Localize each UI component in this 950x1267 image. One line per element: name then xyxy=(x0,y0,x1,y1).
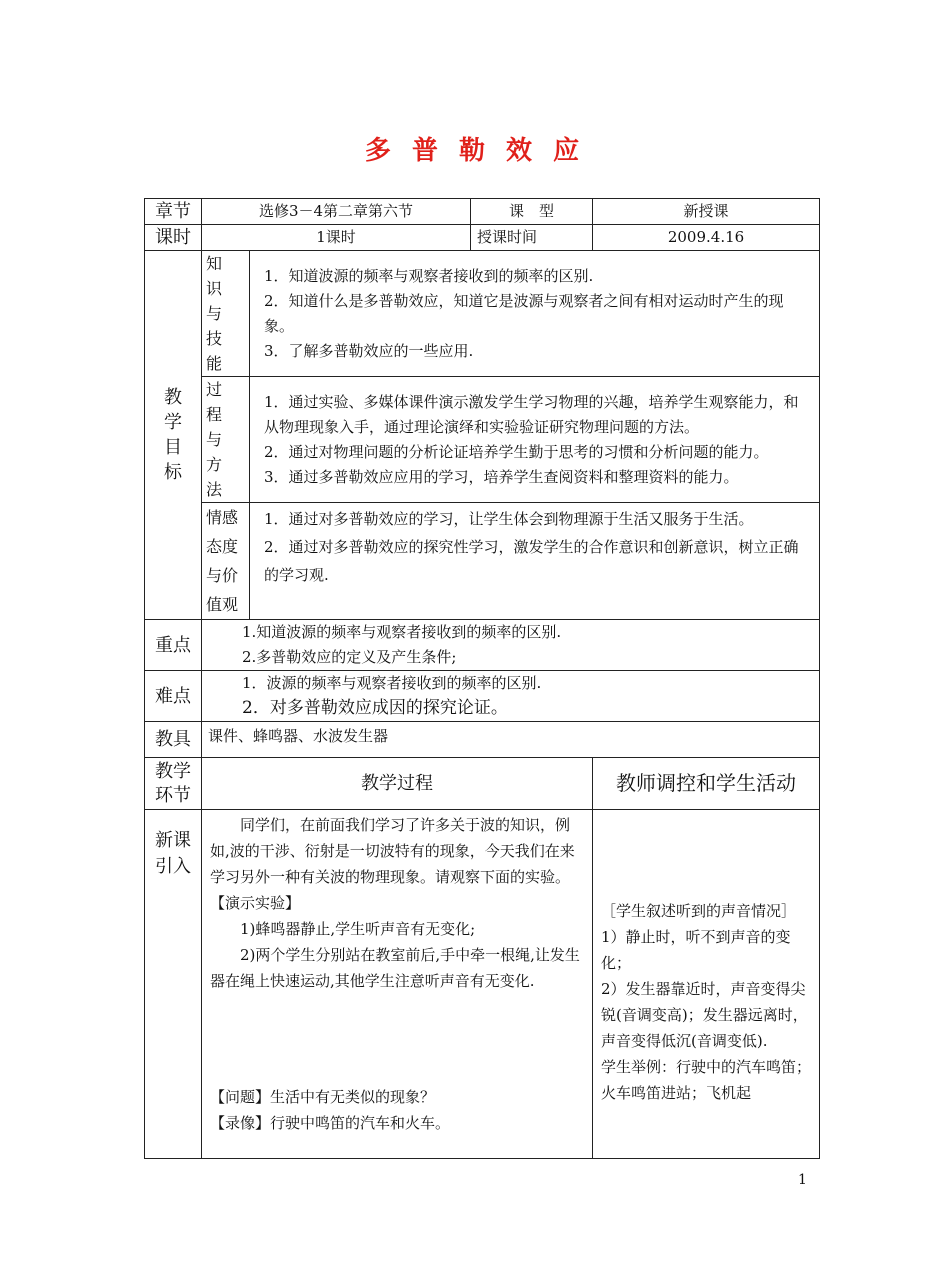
intro-question: 【问题】生活中有无类似的现象？ xyxy=(210,1088,436,1106)
objective-item: 1．通过对多普勒效应的学习，让学生体会到物理源于生活又服务于生活。 xyxy=(264,510,754,528)
objectives-label: 教学目标 xyxy=(145,251,202,620)
intro-activity-content xyxy=(593,810,820,1159)
activity-item: 1）静止时，听不到声音的变化； xyxy=(601,928,791,972)
key-point-item: 1.知道波源的频率与观察者接收到的频率的区别. xyxy=(242,623,562,641)
chapter-row xyxy=(145,199,820,225)
objective-attitude-row xyxy=(145,503,820,620)
activity-item: 学生举例：行驶中的汽车鸣笛；火车鸣笛进站；飞机起 xyxy=(601,1058,812,1102)
difficult-points-row xyxy=(145,671,820,722)
objective-knowledge-row xyxy=(145,251,820,377)
difficult-point-item: 2．对多普勒效应成因的探究论证。 xyxy=(242,698,508,718)
activity-header-label: 教师调控和学生活动 xyxy=(593,758,820,810)
demo-step: 1)蜂鸣器静止,学生听声音有无变化; xyxy=(240,920,476,938)
intro-stage-label: 新课引入 xyxy=(145,810,202,1159)
type-value: 新授课 xyxy=(593,199,820,225)
objective-attitude-content xyxy=(250,503,820,620)
difficult-point-item: 1．波源的频率与观察者接收到的频率的区别. xyxy=(242,674,542,692)
page-number: 1 xyxy=(798,1172,807,1188)
objective-item: 2．通过对多普勒效应的探究性学习，激发学生的合作意识和创新意识，树立正确的学习观. xyxy=(264,538,799,584)
objective-item: 2．知道什么是多普勒效应，知道它是波源与观察者之间有相对运动时产生的现象。 xyxy=(264,291,784,335)
demo-title: 【演示实验】 xyxy=(210,894,301,912)
process-header-row xyxy=(145,758,820,810)
objective-item: 1．通过实验、多媒体课件演示激发学生学习物理的兴趣，培养学生观察能力，和从物理现象入手，通过理论演绎和实验验证研究物理问题的方法。 xyxy=(264,392,799,436)
objective-process-content xyxy=(250,377,820,503)
objective-attitude-label: 情感态度与价值观 xyxy=(202,503,250,620)
key-points-label: 重点 xyxy=(145,620,202,671)
hours-value: 1课时 xyxy=(202,225,471,251)
objective-process-row xyxy=(145,377,820,503)
difficult-points-label: 难点 xyxy=(145,671,202,722)
date-value: 2009.4.16 xyxy=(593,225,820,251)
objective-knowledge-label: 知识与技能 xyxy=(202,251,250,377)
key-points-row xyxy=(145,620,820,671)
difficult-points-content xyxy=(202,671,820,722)
objective-item: 3．通过多普勒效应应用的学习，培养学生查阅资料和整理资料的能力。 xyxy=(264,467,739,486)
activity-item: ［学生叙述听到的声音情况］ xyxy=(601,902,797,920)
intro-paragraph: 同学们，在前面我们学习了许多关于波的知识，例如,波的干涉、衍射是一切波特有的现象，今天我们在来学习另外一种有关波的物理现象。请观察下面的实验。 xyxy=(210,816,575,886)
objective-item: 3．了解多普勒效应的一些应用. xyxy=(264,341,474,360)
objective-item: 2．通过对物理问题的分析论证培养学生勤于思考的习惯和分析问题的能力。 xyxy=(264,442,769,461)
hours-label: 课时 xyxy=(145,225,202,251)
intro-process-content xyxy=(202,810,593,1159)
type-label: 课 型 xyxy=(471,199,593,225)
tools-label: 教具 xyxy=(145,722,202,758)
key-point-item: 2.多普勒效应的定义及产生条件; xyxy=(242,648,457,666)
demo-step: 2)两个学生分别站在教室前后,手中牵一根绳,让发生器在绳上快速运动,其他学生注意听声音有无变化. xyxy=(210,946,580,990)
intro-video: 【录像】行驶中鸣笛的汽车和火车。 xyxy=(210,1114,451,1132)
objective-process-label: 过程与方法 xyxy=(202,377,250,503)
tools-value: 课件、蜂鸣器、水波发生器 xyxy=(202,722,820,758)
document-title: 多 普 勒 效 应 xyxy=(364,136,586,166)
tools-row xyxy=(145,722,820,758)
key-points-content xyxy=(202,620,820,671)
chapter-value: 选修3－4第二章第六节 xyxy=(202,199,471,225)
lesson-plan-table xyxy=(144,198,820,1159)
intro-row xyxy=(145,810,820,1159)
stage-header-label: 教学环节 xyxy=(145,758,202,810)
process-header-label: 教学过程 xyxy=(202,758,593,810)
activity-item: 2）发生器靠近时，声音变得尖锐(音调变高)；发生器远离时，声音变得低沉(音调变低). xyxy=(601,980,808,1050)
date-label: 授课时间 xyxy=(471,225,593,251)
chapter-label: 章节 xyxy=(145,199,202,225)
objective-item: 1．知道波源的频率与观察者接收到的频率的区别. xyxy=(264,266,594,285)
objective-knowledge-content xyxy=(250,251,820,377)
hours-row xyxy=(145,225,820,251)
